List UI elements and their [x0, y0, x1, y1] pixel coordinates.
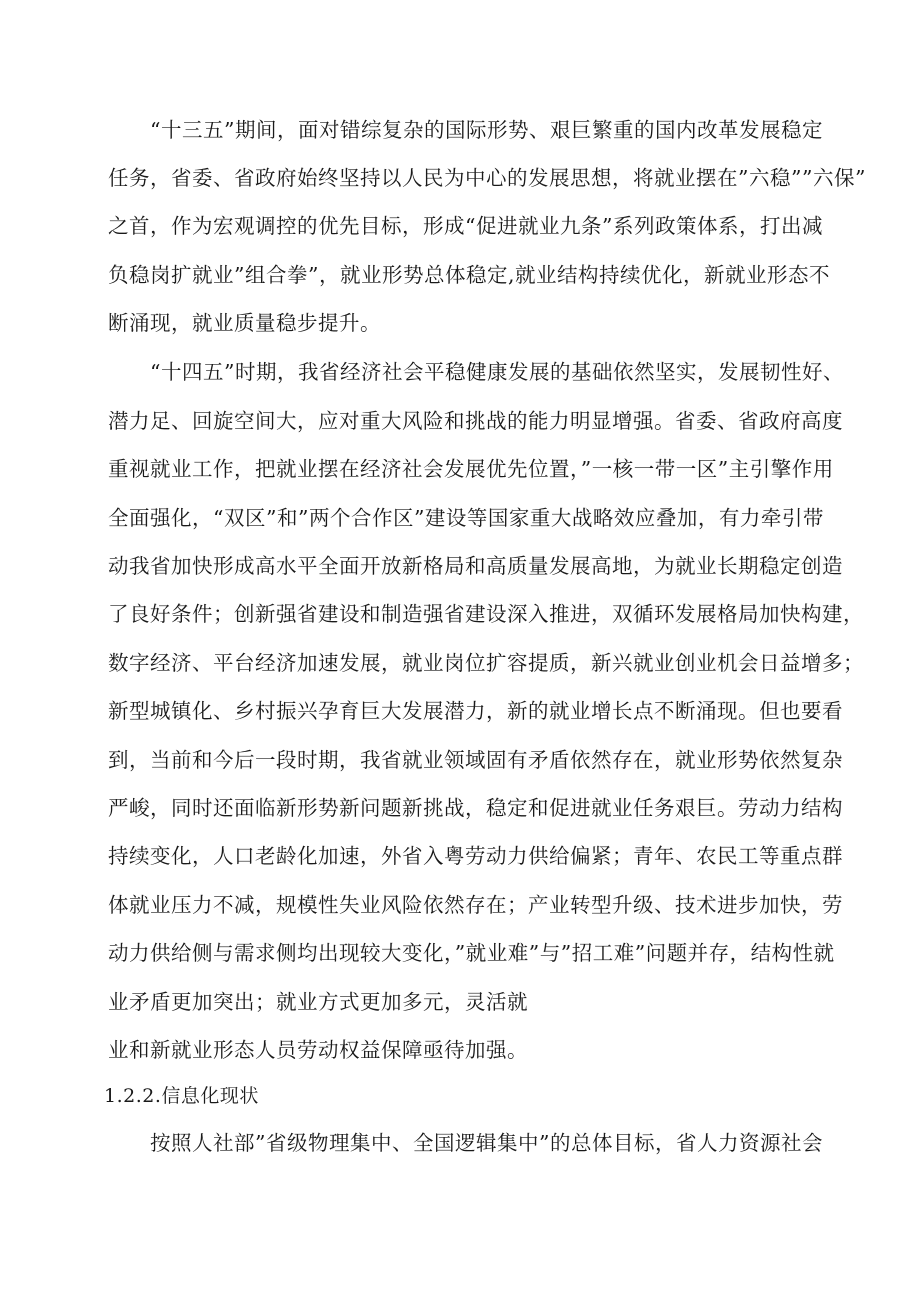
- paragraph-2-line-11: 持续变化，人口老龄化加速，外省入粤劳动力供给偏紧；青年、农民工等重点群: [108, 844, 843, 868]
- paragraph-2-line-2: 潜力足、回旋空间大，应对重大风险和挑战的能力明显增强。省委、省政府高度: [108, 409, 843, 433]
- paragraph-1-line-1: “十三五”期间，面对错综复杂的国际形势、艰巨繁重的国内改革发展稳定: [150, 118, 823, 142]
- paragraph-2-line-4: 全面强化，“双区”和”两个合作区”建设等国家重大战略效应叠加，有力牵引带: [108, 506, 824, 530]
- paragraph-2-line-12: 体就业压力不减，规模性失业风险依然存在；产业转型升级、技术进步加快，劳: [108, 893, 843, 917]
- paragraph-1-line-2: 任务，省委、省政府始终坚持以人民为中心的发展思想，将就业摆在”六稳””六保”: [108, 166, 866, 190]
- paragraph-2-line-10: 严峻，同时还面临新形势新问题新挑战，稳定和促进就业任务艰巨。劳动力结构: [108, 796, 843, 820]
- paragraph-2-line-3: 重视就业工作，把就业摆在经济社会发展优先位置，”一核一带一区”主引擎作用: [108, 457, 834, 481]
- paragraph-2-line-9: 到，当前和今后一段时期，我省就业领域固有矛盾依然存在，就业形势依然复杂: [108, 748, 843, 772]
- paragraph-2-line-8: 新型城镇化、乡村振兴孕育巨大发展潜力，新的就业增长点不断涌现。但也要看: [108, 699, 843, 723]
- paragraph-1-line-5: 断涌现，就业质量稳步提升。: [108, 311, 381, 335]
- paragraph-1-line-3: 之首，作为宏观调控的优先目标，形成“促进就业九条”系列政策体系，打出减: [108, 214, 823, 238]
- paragraph-2-line-15: 业和新就业形态人员劳动权益保障亟待加强。: [108, 1038, 528, 1062]
- paragraph-2-line-5: 动我省加快形成高水平全面开放新格局和高质量发展高地，为就业长期稳定创造: [108, 554, 843, 578]
- paragraph-2-line-6: 了良好条件；创新强省建设和制造强省建设深入推进，双循环发展格局加快构建，: [108, 602, 864, 626]
- paragraph-2-line-7: 数字经济、平台经济加速发展，就业岗位扩容提质，新兴就业创业机会日益增多；: [108, 651, 864, 675]
- paragraph-1-line-4: 负稳岗扩就业”组合拳”，就业形势总体稳定,就业结构持续优化，新就业形态不: [108, 263, 830, 287]
- paragraph-2-line-14: 业矛盾更加突出；就业方式更加多元，灵活就: [108, 990, 528, 1014]
- section-heading: 1.2.2.信息化现状: [104, 1085, 259, 1107]
- paragraph-2-line-1: “十四五”时期，我省经济社会平稳健康发展的基础依然坚实，发展韧性好、: [150, 360, 844, 384]
- paragraph-2-line-13: 动力供给侧与需求侧均出现较大变化，”就业难”与”招工难”问题并存，结构性就: [108, 941, 835, 965]
- paragraph-3-line-1: 按照人社部”省级物理集中、全国逻辑集中”的总体目标，省人力资源社会: [150, 1131, 823, 1155]
